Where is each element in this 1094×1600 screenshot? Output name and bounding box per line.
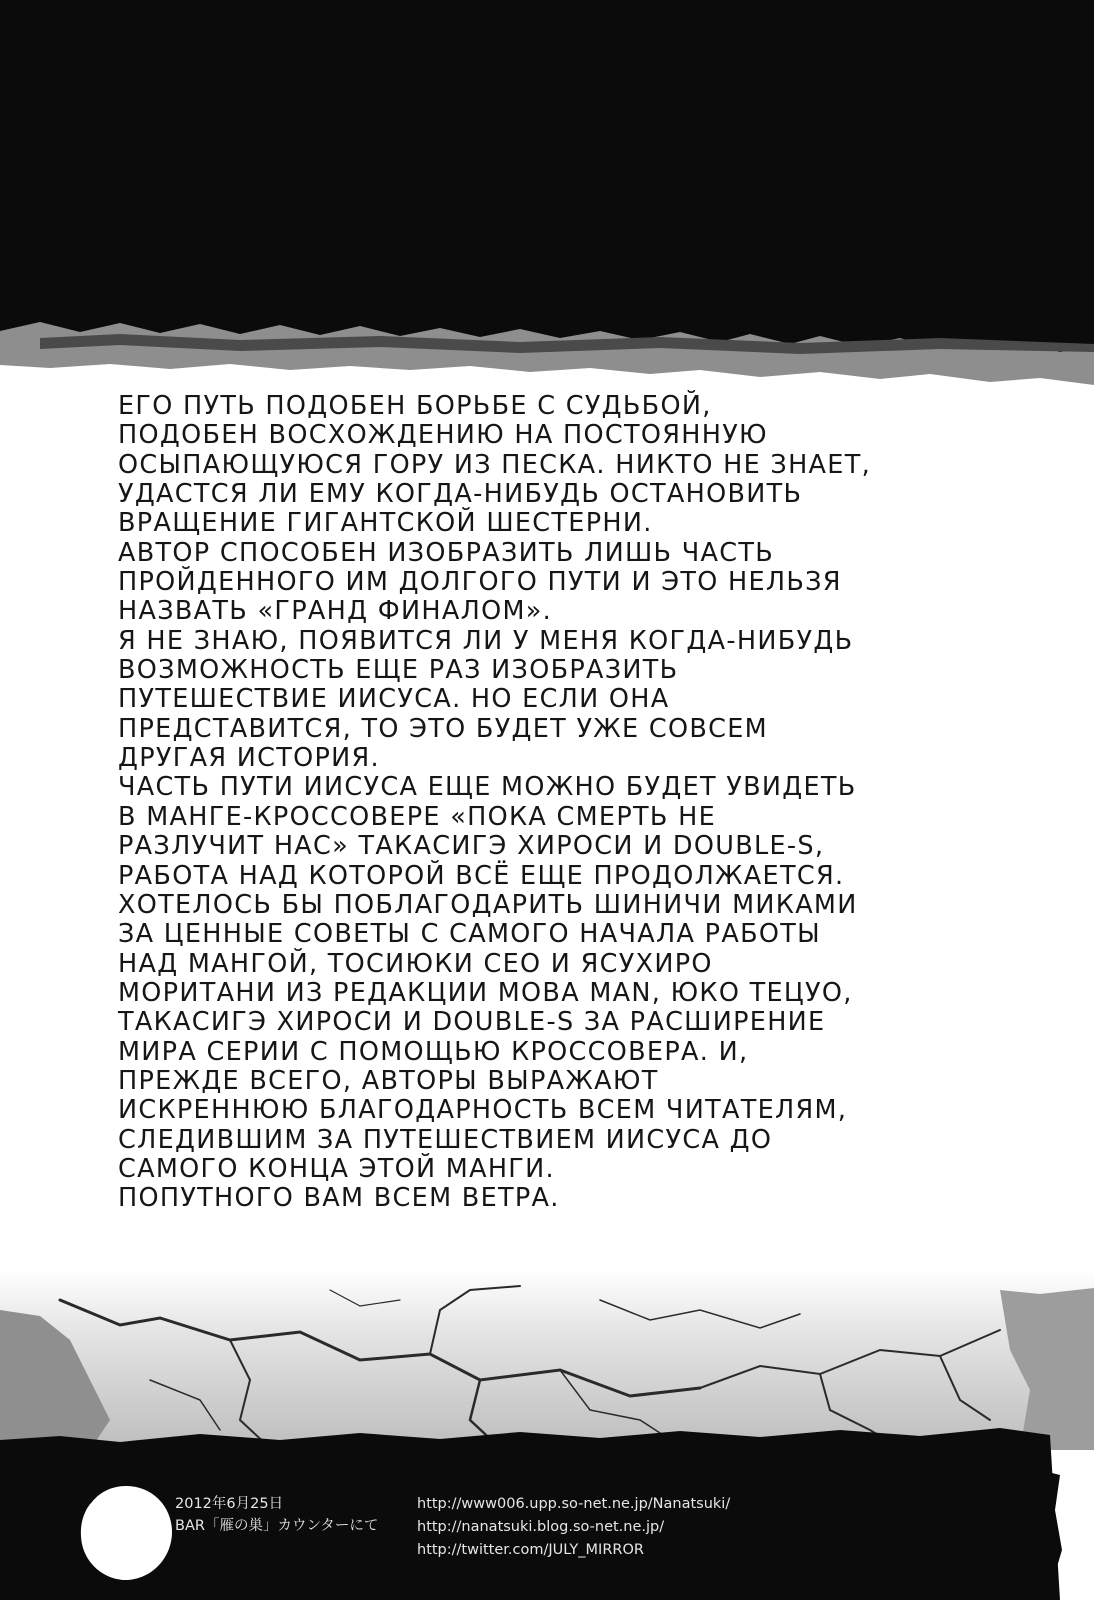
afterword-line: УДАСТСЯ ЛИ ЕМУ КОГДА-НИБУДЬ ОСТАНОВИТЬ (118, 479, 803, 510)
moon-disc (81, 1486, 172, 1580)
twitter-link[interactable]: http://twitter.com/JULY_MIRROR (417, 1542, 644, 1558)
afterword-line: СЛЕДИВШИМ ЗА ПУТЕШЕСТВИЕМ ИИСУСА ДО (118, 1124, 773, 1155)
afterword-line: ОСЫПАЮЩУЮСЯ ГОРУ ИЗ ПЕСКА. НИКТО НЕ ЗНАЕТ, (118, 449, 871, 480)
afterword-line: ПУТЕШЕСТВИЕ ИИСУСА. НО ЕСЛИ ОНА (118, 684, 670, 715)
signature-place: BAR「雁の巣」カウンターにて (175, 1518, 379, 1534)
website-link[interactable]: http://www006.upp.so-net.ne.jp/Nanatsuki/ (417, 1496, 731, 1512)
afterword-line: САМОГО КОНЦА ЭТОЙ МАНГИ. (118, 1153, 555, 1184)
afterword-line: НАД МАНГОЙ, ТОСИЮКИ СЕО И ЯСУХИРО (118, 948, 713, 979)
footer-signature (175, 1493, 378, 1537)
afterword-line: ПРЕДСТАВИТСЯ, ТО ЭТО БУДЕТ УЖЕ СОВСЕМ (118, 713, 768, 744)
afterword-line: РАБОТА НАД КОТОРОЙ ВСЁ ЕЩЕ ПРОДОЛЖАЕТСЯ. (118, 860, 845, 891)
afterword-line: ИСКРЕННЮЮ БЛАГОДАРНОСТЬ ВСЕМ ЧИТАТЕЛЯМ, (118, 1095, 848, 1126)
afterword-line: ЧАСТЬ ПУТИ ИИСУСА ЕЩЕ МОЖНО БУДЕТ УВИДЕТЬ (118, 772, 857, 803)
afterword-line: ПОДОБЕН ВОСХОЖДЕНИЮ НА ПОСТОЯННУЮ (118, 420, 768, 451)
moon-icon (78, 1484, 174, 1582)
footer-links (417, 1493, 730, 1562)
afterword-line: ПРЕЖДЕ ВСЕГО, АВТОРЫ ВЫРАЖАЮТ (118, 1065, 659, 1096)
afterword-line: ВОЗМОЖНОСТЬ ЕЩЕ РАЗ ИЗОБРАЗИТЬ (118, 655, 679, 686)
afterword-line: В МАНГЕ-КРОССОВЕРЕ «ПОКА СМЕРТЬ НЕ (118, 801, 716, 832)
top-ink-band (0, 0, 1094, 400)
afterword-line: МОРИТАНИ ИЗ РЕДАКЦИИ MOBA MAN, ЮКО ТЕЦУО, (118, 977, 853, 1008)
afterword-line: РАЗЛУЧИТ НАС» ТАКАСИГЭ ХИРОСИ И DOUBLE-S, (118, 831, 825, 862)
afterword-line: ПРОЙДЕННОГО ИМ ДОЛГОГО ПУТИ И ЭТО НЕЛЬЗЯ (118, 567, 842, 598)
afterword-line: АВТОР СПОСОБЕН ИЗОБРАЗИТЬ ЛИШЬ ЧАСТЬ (118, 537, 775, 568)
afterword-line: НАЗВАТЬ «ГРАНД ФИНАЛОМ». (118, 596, 553, 627)
afterword-line: ДРУГАЯ ИСТОРИЯ. (118, 743, 380, 774)
blog-link[interactable]: http://nanatsuki.blog.so-net.ne.jp/ (417, 1519, 665, 1535)
afterword-line: ЗА ЦЕННЫЕ СОВЕТЫ С САМОГО НАЧАЛА РАБОТЫ (118, 919, 821, 950)
signature-date: 2012年6月25日 (175, 1496, 284, 1512)
afterword-line: Я НЕ ЗНАЮ, ПОЯВИТСЯ ЛИ У МЕНЯ КОГДА-НИБУДЬ (118, 625, 854, 656)
ground-surface (0, 1270, 1094, 1450)
ink-band-base (0, 0, 1094, 300)
afterword-line: ТАКАСИГЭ ХИРОСИ И DOUBLE-S ЗА РАСШИРЕНИЕ (118, 1007, 826, 1038)
afterword-line: ХОТЕЛОСЬ БЫ ПОБЛАГОДАРИТЬ ШИНИЧИ МИКАМИ (118, 889, 858, 920)
afterword-line: ВРАЩЕНИЕ ГИГАНТСКОЙ ШЕСТЕРНИ. (118, 508, 653, 539)
afterword-text (118, 392, 908, 1214)
afterword-line: МИРА СЕРИИ С ПОМОЩЬЮ КРОССОВЕРА. И, (118, 1036, 749, 1067)
afterword-line: ЕГО ПУТЬ ПОДОБЕН БОРЬБЕ С СУДЬБОЙ, (118, 391, 712, 421)
afterword-line: ПОПУТНОГО ВАМ ВСЕМ ВЕТРА. (118, 1183, 560, 1214)
